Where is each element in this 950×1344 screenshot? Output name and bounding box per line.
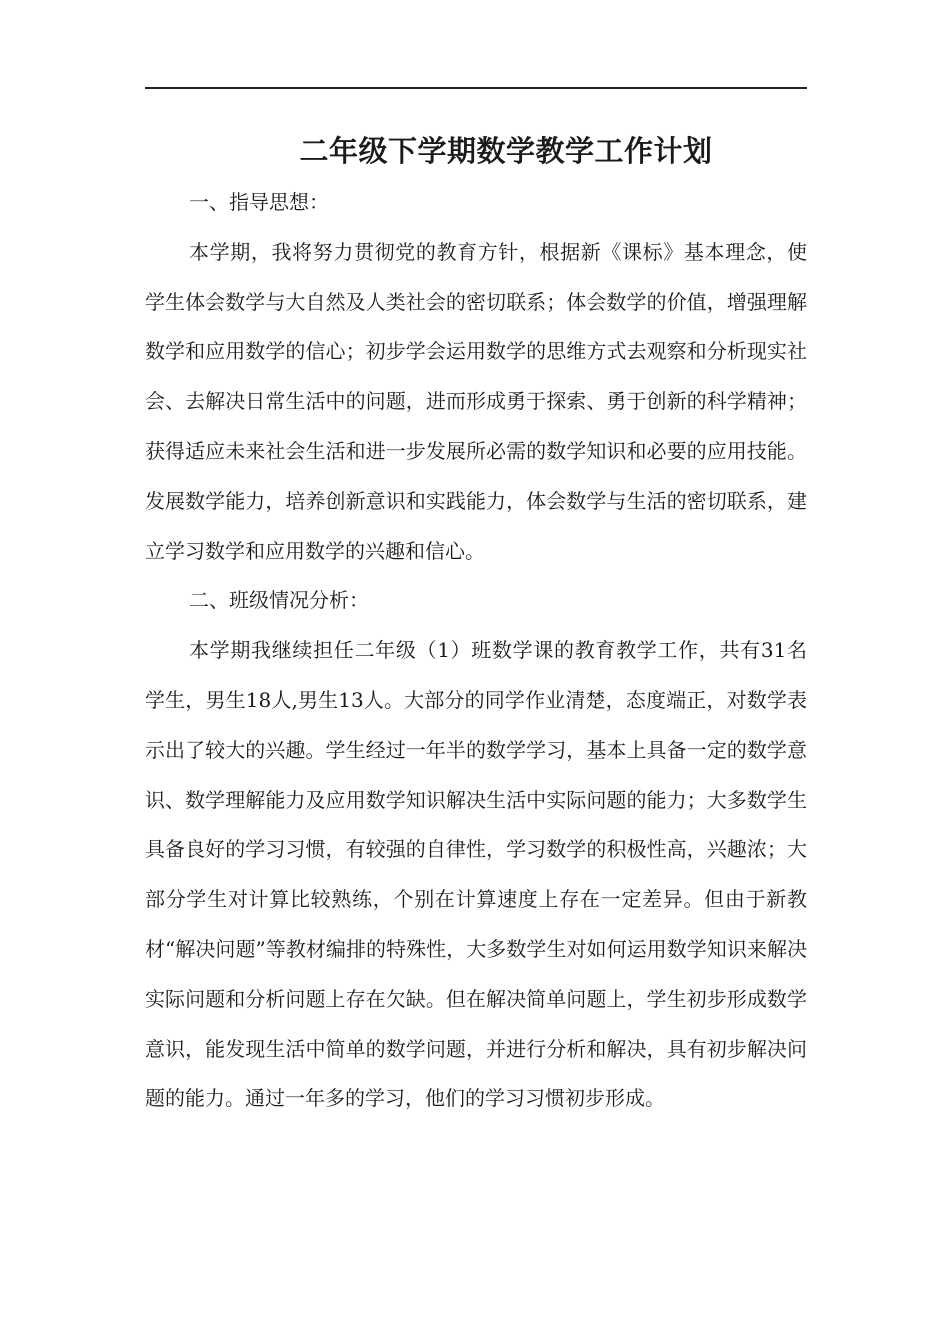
section-paragraph-guiding-thought: 本学期，我将努力贯彻党的教育方针，根据新《课标》基本理念，使学生体会数学与大自然及人类社会的密切联系；体会数学的价值，增强理解数学和应用数学的信心；初步学会运用数学的思维方式去观察和分析现实社会、去解决日常生活中的问题，进而形成勇于探索、勇于创新的科学精神；获得适应未来社会生活和进一步发展所必需的数学知识和必要的应用技能。发展数学能力，培养创新意识和实践能力，体会数学与生活的密切联系，建立学习数学和应用数学的兴趣和信心。: [145, 239, 807, 563]
header-rule: [145, 87, 807, 89]
document-body: [145, 178, 807, 1124]
section-heading-guiding-thought: 一、指导思想：: [189, 190, 329, 214]
section-paragraph-class-analysis: 本学期我继续担任二年级（1）班数学课的教育教学工作，共有31名学生，男生18人,男生13人。大部分的同学作业清楚，态度端正，对数学表示出了较大的兴趣。学生经过一年半的数学学习，基本上具备一定的数学意识、数学理解能力及应用数学知识解决生活中实际问题的能力；大多数学生具备良好的学习习惯，有较强的自律性，学习数学的积极性高，兴趣浓；大部分学生对计算比较熟练，个别在计算速度上存在一定差异。但由于新教材“解决问题”等教材编排的特殊性，大多数学生对如何运用数学知识来解决实际问题和分析问题上存在欠缺。但在解决简单问题上，学生初步形成数学意识，能发现生活中简单的数学问题，并进行分析和解决，具有初步解决问题的能力。通过一年多的学习，他们的学习习惯初步形成。: [145, 638, 807, 1111]
section-heading-class-analysis: 二、班级情况分析：: [189, 588, 369, 613]
document-title: 二年级下学期数学教学工作计划: [299, 134, 713, 168]
